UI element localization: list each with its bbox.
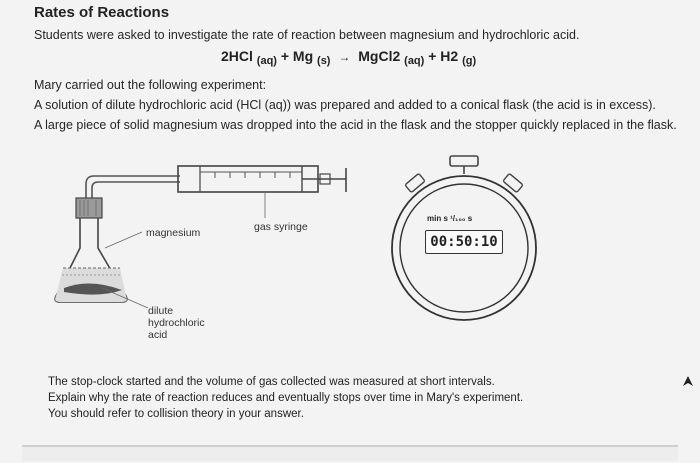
question-line-3: You should refer to collision theory in your answer. (48, 408, 304, 420)
equation-hcl: 2HCl (221, 48, 253, 64)
delivery-tube-outer (86, 176, 180, 200)
experiment-heading: Mary carried out the following experiment: (34, 78, 267, 92)
equation-mg-state: (s) (317, 55, 331, 67)
equation-hcl-state: (aq) (256, 55, 277, 67)
equation-h2-state: (g) (462, 55, 477, 67)
page-title: Rates of Reactions (34, 4, 170, 21)
question-line-1: The stop-clock started and the volume of gas collected was measured at short intervals. (48, 376, 495, 388)
experiment-step-1: A solution of dilute hydrochloric acid (HCl (aq)) was prepared and added to a conical flask (the acid is in excess). (34, 98, 656, 112)
equation-h2: + H2 (428, 48, 459, 64)
question-text (48, 374, 648, 422)
stopwatch-display: 00:50:10 (425, 230, 503, 254)
equation-mgcl2-state: (aq) (404, 55, 425, 67)
label-gas-syringe: gas syringe (254, 221, 308, 233)
label-acid-line-2: hydrochloric (148, 317, 205, 329)
answer-input[interactable] (22, 445, 678, 461)
syringe-barrel (178, 166, 318, 192)
equation-arrow: → (338, 50, 351, 64)
question-line-2: Explain why the rate of reaction reduces and eventually stops over time in Mary's experiment. (48, 392, 524, 404)
delivery-tube-inner (92, 182, 180, 200)
equation-mgcl2: MgCl2 (358, 48, 401, 64)
cursor-arrow-icon (681, 374, 695, 388)
chemical-equation (221, 48, 477, 67)
intro-text: Students were asked to investigate the rate of reaction between magnesium and hydrochloric acid. (34, 28, 580, 42)
experiment-step-2: A large piece of solid magnesium was dropped into the acid in the flask and the stopper quickly replaced in the flask. (34, 118, 677, 132)
label-acid-line-1: dilute (148, 305, 174, 317)
equation-mg: + Mg (280, 48, 314, 64)
label-magnesium: magnesium (146, 227, 201, 239)
label-acid-line-3: acid (148, 329, 168, 341)
stopwatch-units-label: min s ¹/₁₀₀ s (427, 214, 473, 223)
